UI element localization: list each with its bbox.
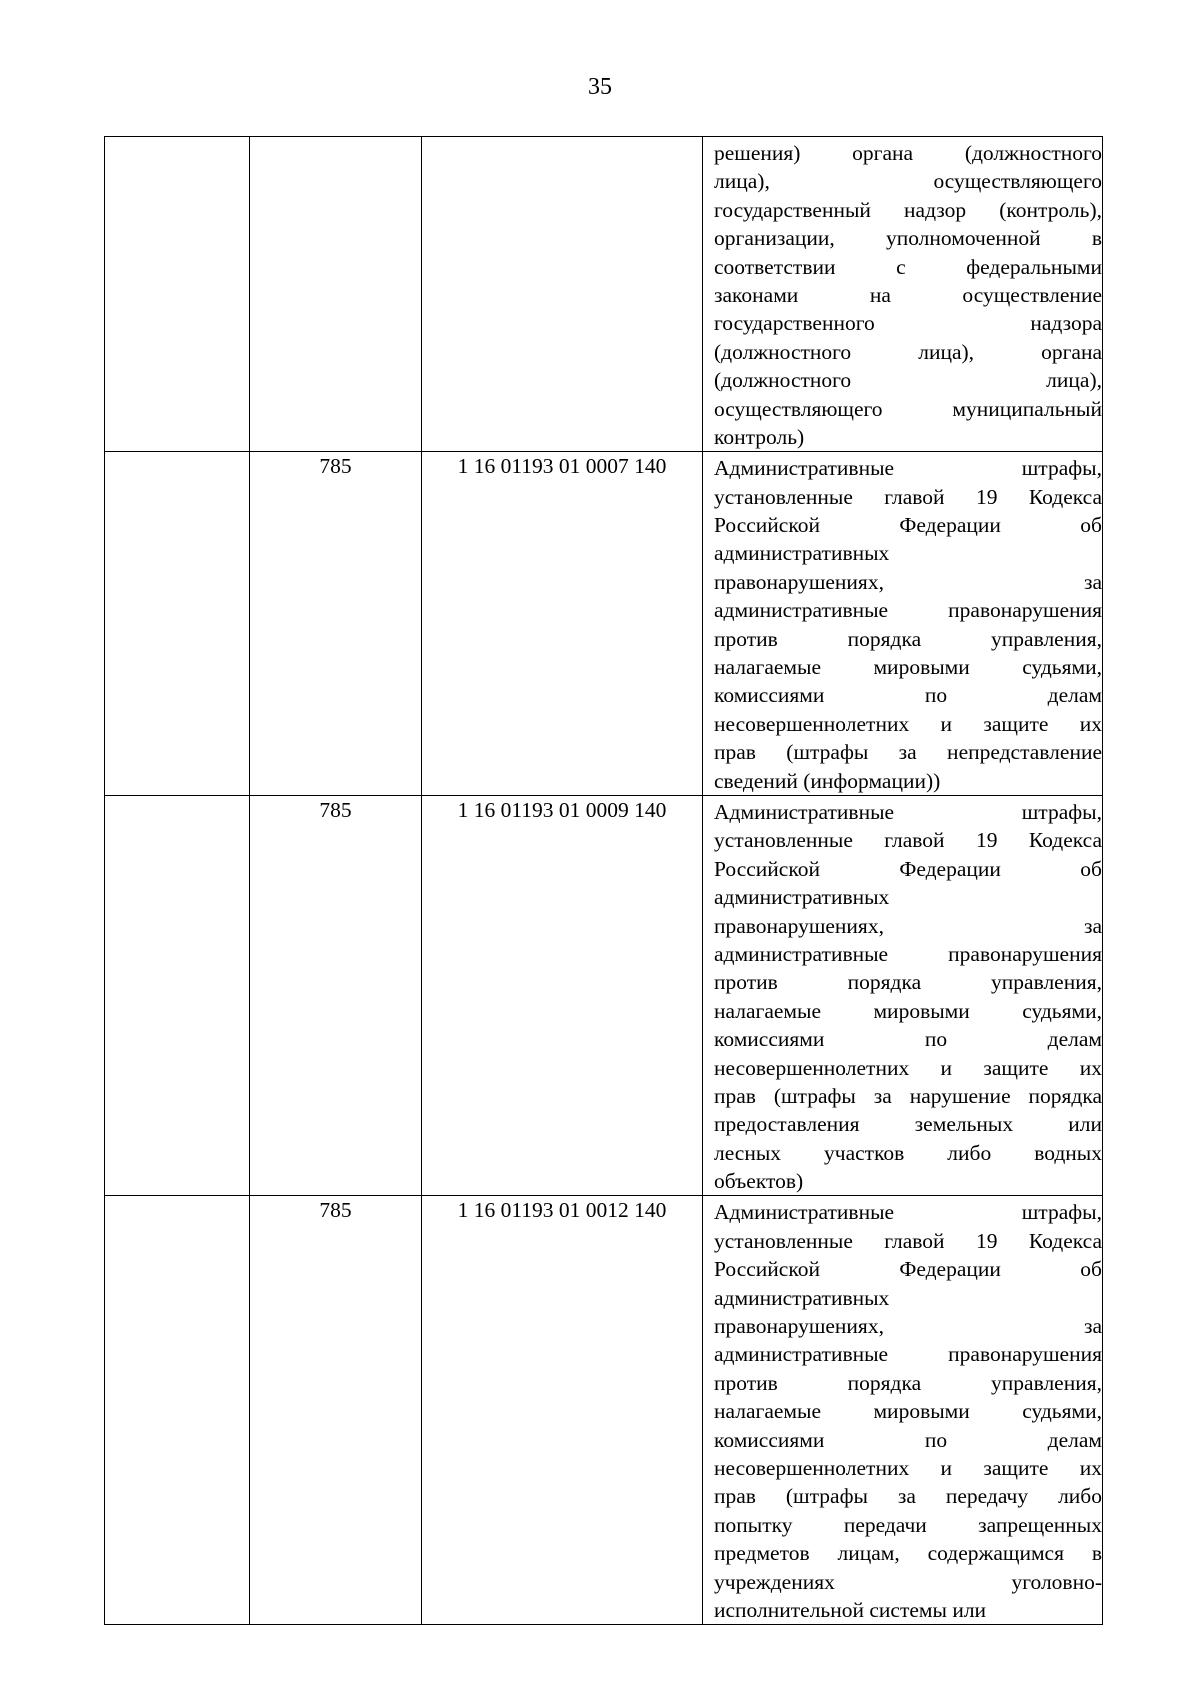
description-line: законами на осуществление (714, 282, 1102, 307)
description-line: Российской Федерации об (714, 513, 1102, 538)
description-line: налагаемые мировыми судьями, (714, 1399, 1102, 1424)
description-line: установленные главой 19 Кодекса (714, 828, 1102, 853)
table-body (105, 137, 1103, 1625)
table-row (105, 795, 1103, 1195)
description-line: налагаемые мировыми судьями, (714, 998, 1102, 1023)
description-line: сведений (информации)) (714, 768, 941, 793)
empty-cell (105, 1196, 250, 1625)
description-cell (703, 1196, 1103, 1625)
description-line: решения) органа (должностного (714, 141, 1102, 165)
admin-code-cell: 785 (250, 452, 422, 796)
description-line: прав (штрафы за передачу либо (714, 1484, 1102, 1509)
description-line: комиссиями по делам (714, 1427, 1102, 1452)
description-line: правонарушениях, за (714, 913, 1102, 938)
description-line: попытку передачи запрещенных (714, 1512, 1102, 1537)
table-row (105, 452, 1103, 796)
admin-code-cell: 785 (250, 1196, 422, 1625)
description-line: несовершеннолетних и защите их (714, 711, 1102, 736)
description-line: лесных участков либо водных (714, 1140, 1102, 1165)
budget-code-cell: 1 16 01193 01 0012 140 (422, 1196, 703, 1625)
description-line: лица), осуществляющего (714, 169, 1102, 194)
description-line: налагаемые мировыми судьями, (714, 655, 1102, 680)
description-line: государственный надзор (контроль), (714, 197, 1102, 222)
admin-code-cell: 785 (250, 795, 422, 1195)
description-line: несовершеннолетних и защите их (714, 1055, 1102, 1080)
description-line: организации, уполномоченной в (714, 226, 1102, 251)
description-cell (703, 452, 1103, 796)
description-line: установленные главой 19 Кодекса (714, 484, 1102, 509)
description-line: соответствии с федеральными (714, 254, 1102, 279)
budget-classification-table (104, 136, 1103, 1625)
description-cell (703, 795, 1103, 1195)
description-line: комиссиями по делам (714, 683, 1102, 708)
description-line: административных (714, 1285, 890, 1310)
description-line: Административные штрафы, (714, 456, 1102, 481)
description-line: установленные главой 19 Кодекса (714, 1228, 1102, 1253)
table-row (105, 1196, 1103, 1625)
description-line: административных (714, 885, 890, 910)
description-line: контроль) (714, 424, 805, 449)
description-line: государственного надзора (714, 311, 1102, 336)
description-line: против порядка управления, (714, 970, 1102, 995)
description-line: исполнительной системы или (714, 1597, 987, 1622)
description-line: (должностного лица), (714, 368, 1102, 393)
description-line: против порядка управления, (714, 1370, 1102, 1395)
description-line: (должностного лица), органа (714, 339, 1102, 364)
description-line: правонарушениях, за (714, 569, 1102, 594)
description-line: осуществляющего муниципальный (714, 396, 1102, 421)
description-line: объектов) (714, 1169, 804, 1194)
description-line: прав (штрафы за нарушение порядка (714, 1083, 1102, 1108)
table-row (105, 137, 1103, 452)
budget-code-cell (422, 137, 703, 452)
description-line: административные правонарушения (714, 598, 1102, 623)
description-line: комиссиями по делам (714, 1027, 1102, 1052)
budget-code-cell: 1 16 01193 01 0009 140 (422, 795, 703, 1195)
empty-cell (105, 452, 250, 796)
empty-cell (105, 795, 250, 1195)
description-line: несовершеннолетних и защите их (714, 1455, 1102, 1480)
admin-code-cell (250, 137, 422, 452)
description-cell (703, 137, 1103, 452)
description-line: Административные штрафы, (714, 799, 1102, 824)
description-line: административные правонарушения (714, 1342, 1102, 1367)
page-number: 35 (588, 74, 612, 100)
description-line: Российской Федерации об (714, 1257, 1102, 1282)
empty-cell (105, 137, 250, 452)
budget-code-cell: 1 16 01193 01 0007 140 (422, 452, 703, 796)
description-line: учреждениях уголовно- (714, 1569, 1102, 1594)
description-line: правонарушениях, за (714, 1314, 1102, 1339)
description-line: предоставления земельных или (714, 1112, 1102, 1137)
description-line: Административные штрафы, (714, 1200, 1102, 1225)
description-line: административные правонарушения (714, 941, 1102, 966)
description-line: Российской Федерации об (714, 856, 1102, 881)
description-line: против порядка управления, (714, 626, 1102, 651)
description-line: предметов лицам, содержащимся в (714, 1541, 1102, 1566)
description-line: административных (714, 541, 890, 566)
description-line: прав (штрафы за непредставление (714, 740, 1102, 765)
